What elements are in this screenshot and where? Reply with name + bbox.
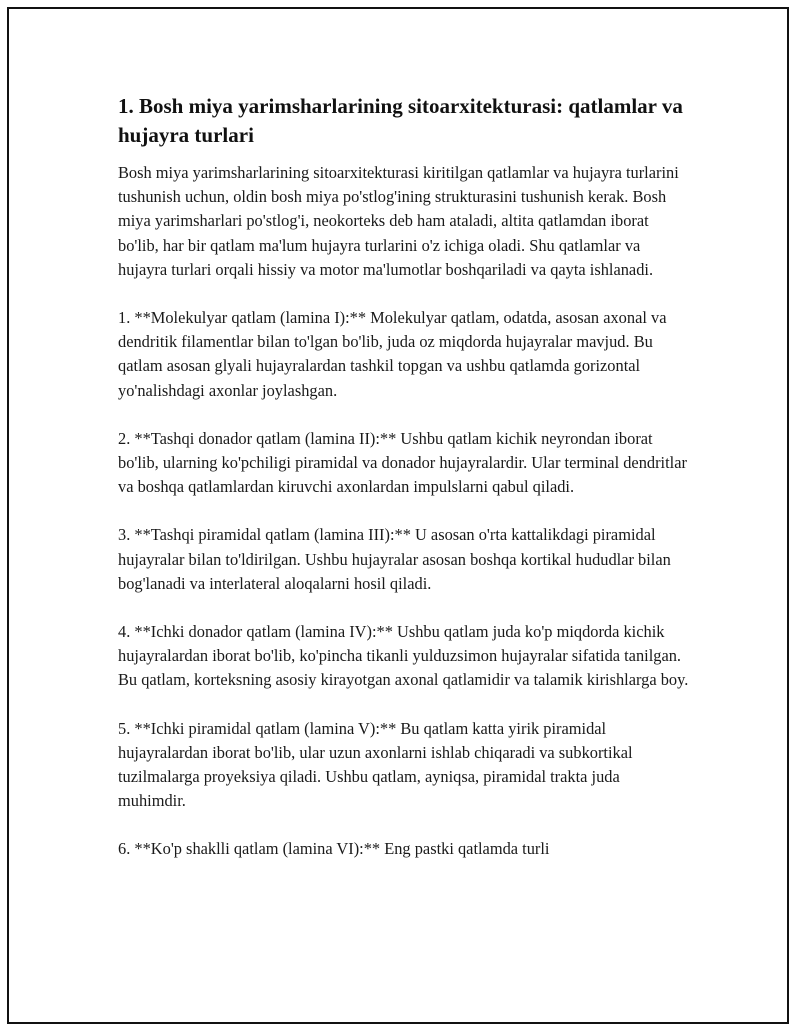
- page-title: 1. Bosh miya yarimsharlarining sitoarxitekturasi: qatlamlar va hujayra turlari: [118, 94, 683, 147]
- layer-1-paragraph: 1. **Molekulyar qatlam (lamina I):** Molekulyar qatlam, odatda, asosan axonal va dendritik filamentlar bilan to'lgan bo'lib, juda oz miqdorda hujayralar mavjud. Bu qatlam asosan glyali hujayralardan tashkil topgan va ushbu qatlamda gorizontal yo'nalishdagi axonlar joylashgan.: [118, 308, 667, 400]
- layer-5-paragraph: 5. **Ichki piramidal qatlam (lamina V):** Bu qatlam katta yirik piramidal hujayralardan iborat bo'lib, ular uzun axonlarni ishlab chiqaradi va subkortikal tuzilmalarga proyeksiya qiladi. Ushbu qatlam, ayniqsa, piramidal trakta juda muhimdir.: [118, 718, 633, 811]
- layer-6-paragraph: 6. **Ko'p shaklli qatlam (lamina VI):** Eng pastki qatlamda turli: [118, 839, 550, 859]
- intro-paragraph: Bosh miya yarimsharlarining sitoarxitekturasi kiritilgan qatlamlar va hujayra turlarini tushunish uchun, oldin bosh miya po'stlog'ining strukturasini tushunish kerak. Bosh miya yarimsharlari po'stlog'i, neokorteks deb ham ataladi, altita qatlamdan iborat bo'lib, har bir qatlam ma'lum hujayra turlarini o'z ichiga oladi. Shu qatlamlar va hujayra turlari orqali hissiy va motor ma'lumotlar boshqariladi va qayta ishlanadi.: [118, 163, 679, 279]
- layer-4-paragraph: 4. **Ichki donador qatlam (lamina IV):** Ushbu qatlam juda ko'p miqdorda kichik hujayralardan iborat bo'lib, ko'pincha tikanli yulduzsimon hujayralar sifatida tanilgan. Bu qatlam, korteksning asosiy kirayotgan axonal qatlamidir va talamik kirishlarga boy.: [118, 622, 689, 690]
- layer-3-paragraph: 3. **Tashqi piramidal qatlam (lamina III):** U asosan o'rta kattalikdagi piramidal hujayralar bilan to'ldirilgan. Ushbu hujayralar asosan boshqa kortikal hududlar bilan bog'lanadi va interlateral aloqalarni hosil qiladi.: [118, 525, 671, 593]
- document-body: [118, 92, 690, 886]
- layer-2-paragraph: 2. **Tashqi donador qatlam (lamina II):** Ushbu qatlam kichik neyrondan iborat bo'lib, ularning ko'pchiligi piramidal va donador hujayralardir. Ular terminal dendritlar va boshqa qatlamlardan kiruvchi axonlardan impulslarni qabul qiladi.: [118, 428, 687, 497]
